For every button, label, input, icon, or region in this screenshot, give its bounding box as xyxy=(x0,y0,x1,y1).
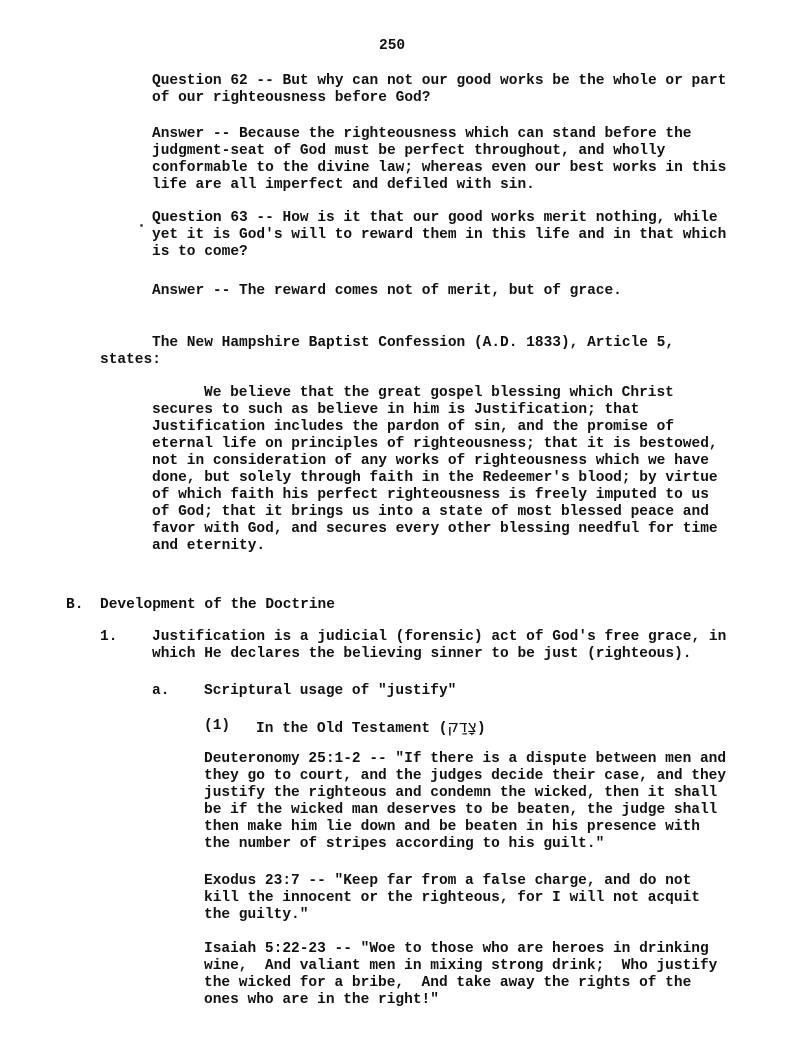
text-line: Justification includes the pardon of sin, and the promise of xyxy=(152,419,675,435)
margin-dot xyxy=(140,224,143,227)
text-line: conformable to the divine law; whereas even our best works in this xyxy=(152,160,727,176)
text-line: favor with God, and secures every other blessing needful for time xyxy=(152,521,718,537)
confession-quote-body xyxy=(152,402,718,555)
text-line: be if the wicked man deserves to be beaten, the judge shall xyxy=(204,802,718,818)
exodus-quote xyxy=(204,873,700,924)
point-1-1-marker: (1) xyxy=(204,718,231,734)
text-line: Exodus 23:7 -- "Keep far from a false charge, and do not xyxy=(204,873,692,889)
text-line: wine, And valiant men in mixing strong drink; Who justify xyxy=(204,958,718,974)
text-line: Answer -- Because the righteousness which can stand before the xyxy=(152,126,692,142)
section-b-title: Development of the Doctrine xyxy=(100,597,335,613)
answer-63 xyxy=(152,283,622,300)
answer-62 xyxy=(152,126,726,194)
hebrew-word: צָדַק xyxy=(447,717,478,736)
text-line: not in consideration of any works of righteousness which we have xyxy=(152,453,709,469)
text-line: Question 62 -- But why can not our good works be the whole or part xyxy=(152,73,727,89)
text-line: ones who are in the right!" xyxy=(204,992,439,1008)
text-line: then make him lie down and be beaten in his presence with xyxy=(204,819,700,835)
page-number: 250 xyxy=(379,38,406,54)
text-line: and eternity. xyxy=(152,538,266,554)
text-line: the guilty." xyxy=(204,907,309,923)
text-line: judgment-seat of God must be perfect throughout, and wholly xyxy=(152,143,666,159)
question-63 xyxy=(152,210,726,261)
confession-intro-line-1: The New Hampshire Baptist Confession (A.D. 1833), Article 5, xyxy=(152,335,675,351)
text-line: Answer -- The reward comes not of merit, but of grace. xyxy=(152,283,622,299)
section-b-marker: B. xyxy=(66,597,84,613)
point-1-1-label: In the Old Testament ( xyxy=(256,721,448,737)
text-line: yet it is God's will to reward them in this life and in that which xyxy=(152,227,727,243)
text-line: done, but solely through faith in the Redeemer's blood; by virtue xyxy=(152,470,718,486)
text-line: Deuteronomy 25:1-2 -- "If there is a dispute between men and xyxy=(204,751,727,767)
deuteronomy-quote xyxy=(204,751,726,853)
point-1-marker: 1. xyxy=(100,629,118,645)
text-line: Justification is a judicial (forensic) act of God's free grace, in xyxy=(152,629,727,645)
isaiah-quote xyxy=(204,941,717,1009)
question-62 xyxy=(152,73,726,107)
text-line: secures to such as believe in him is Justification; that xyxy=(152,402,640,418)
text-line: of which faith his perfect righteousness is freely imputed to us xyxy=(152,487,709,503)
text-line: the wicked for a bribe, And take away the rights of the xyxy=(204,975,692,991)
text-line: kill the innocent or the righteous, for I will not acquit xyxy=(204,890,700,906)
closing-paren: ) xyxy=(477,721,486,737)
text-line: life are all imperfect and defiled with sin. xyxy=(152,177,535,193)
point-a-marker: a. xyxy=(152,683,170,699)
text-line: the number of stripes according to his guilt." xyxy=(204,836,605,852)
point-1-text xyxy=(152,629,726,663)
confession-intro-line-2: states: xyxy=(100,352,161,368)
point-a-text: Scriptural usage of "justify" xyxy=(204,683,457,699)
text-line: is to come? xyxy=(152,244,248,260)
confession-quote-first-line: We believe that the great gospel blessing which Christ xyxy=(204,385,674,401)
text-line: which He declares the believing sinner to be just (righteous). xyxy=(152,646,692,662)
text-line: they go to court, and the judges decide their case, and they xyxy=(204,768,727,784)
point-1-1-text xyxy=(256,718,486,738)
text-line: eternal life on principles of righteousness; that it is bestowed, xyxy=(152,436,718,452)
text-line: of our righteousness before God? xyxy=(152,90,431,106)
text-line: of God; that it brings us into a state of most blessed peace and xyxy=(152,504,709,520)
text-line: justify the righteous and condemn the wicked, then it shall xyxy=(204,785,718,801)
text-line: Isaiah 5:22-23 -- "Woe to those who are heroes in drinking xyxy=(204,941,709,957)
text-line: Question 63 -- How is it that our good works merit nothing, while xyxy=(152,210,718,226)
